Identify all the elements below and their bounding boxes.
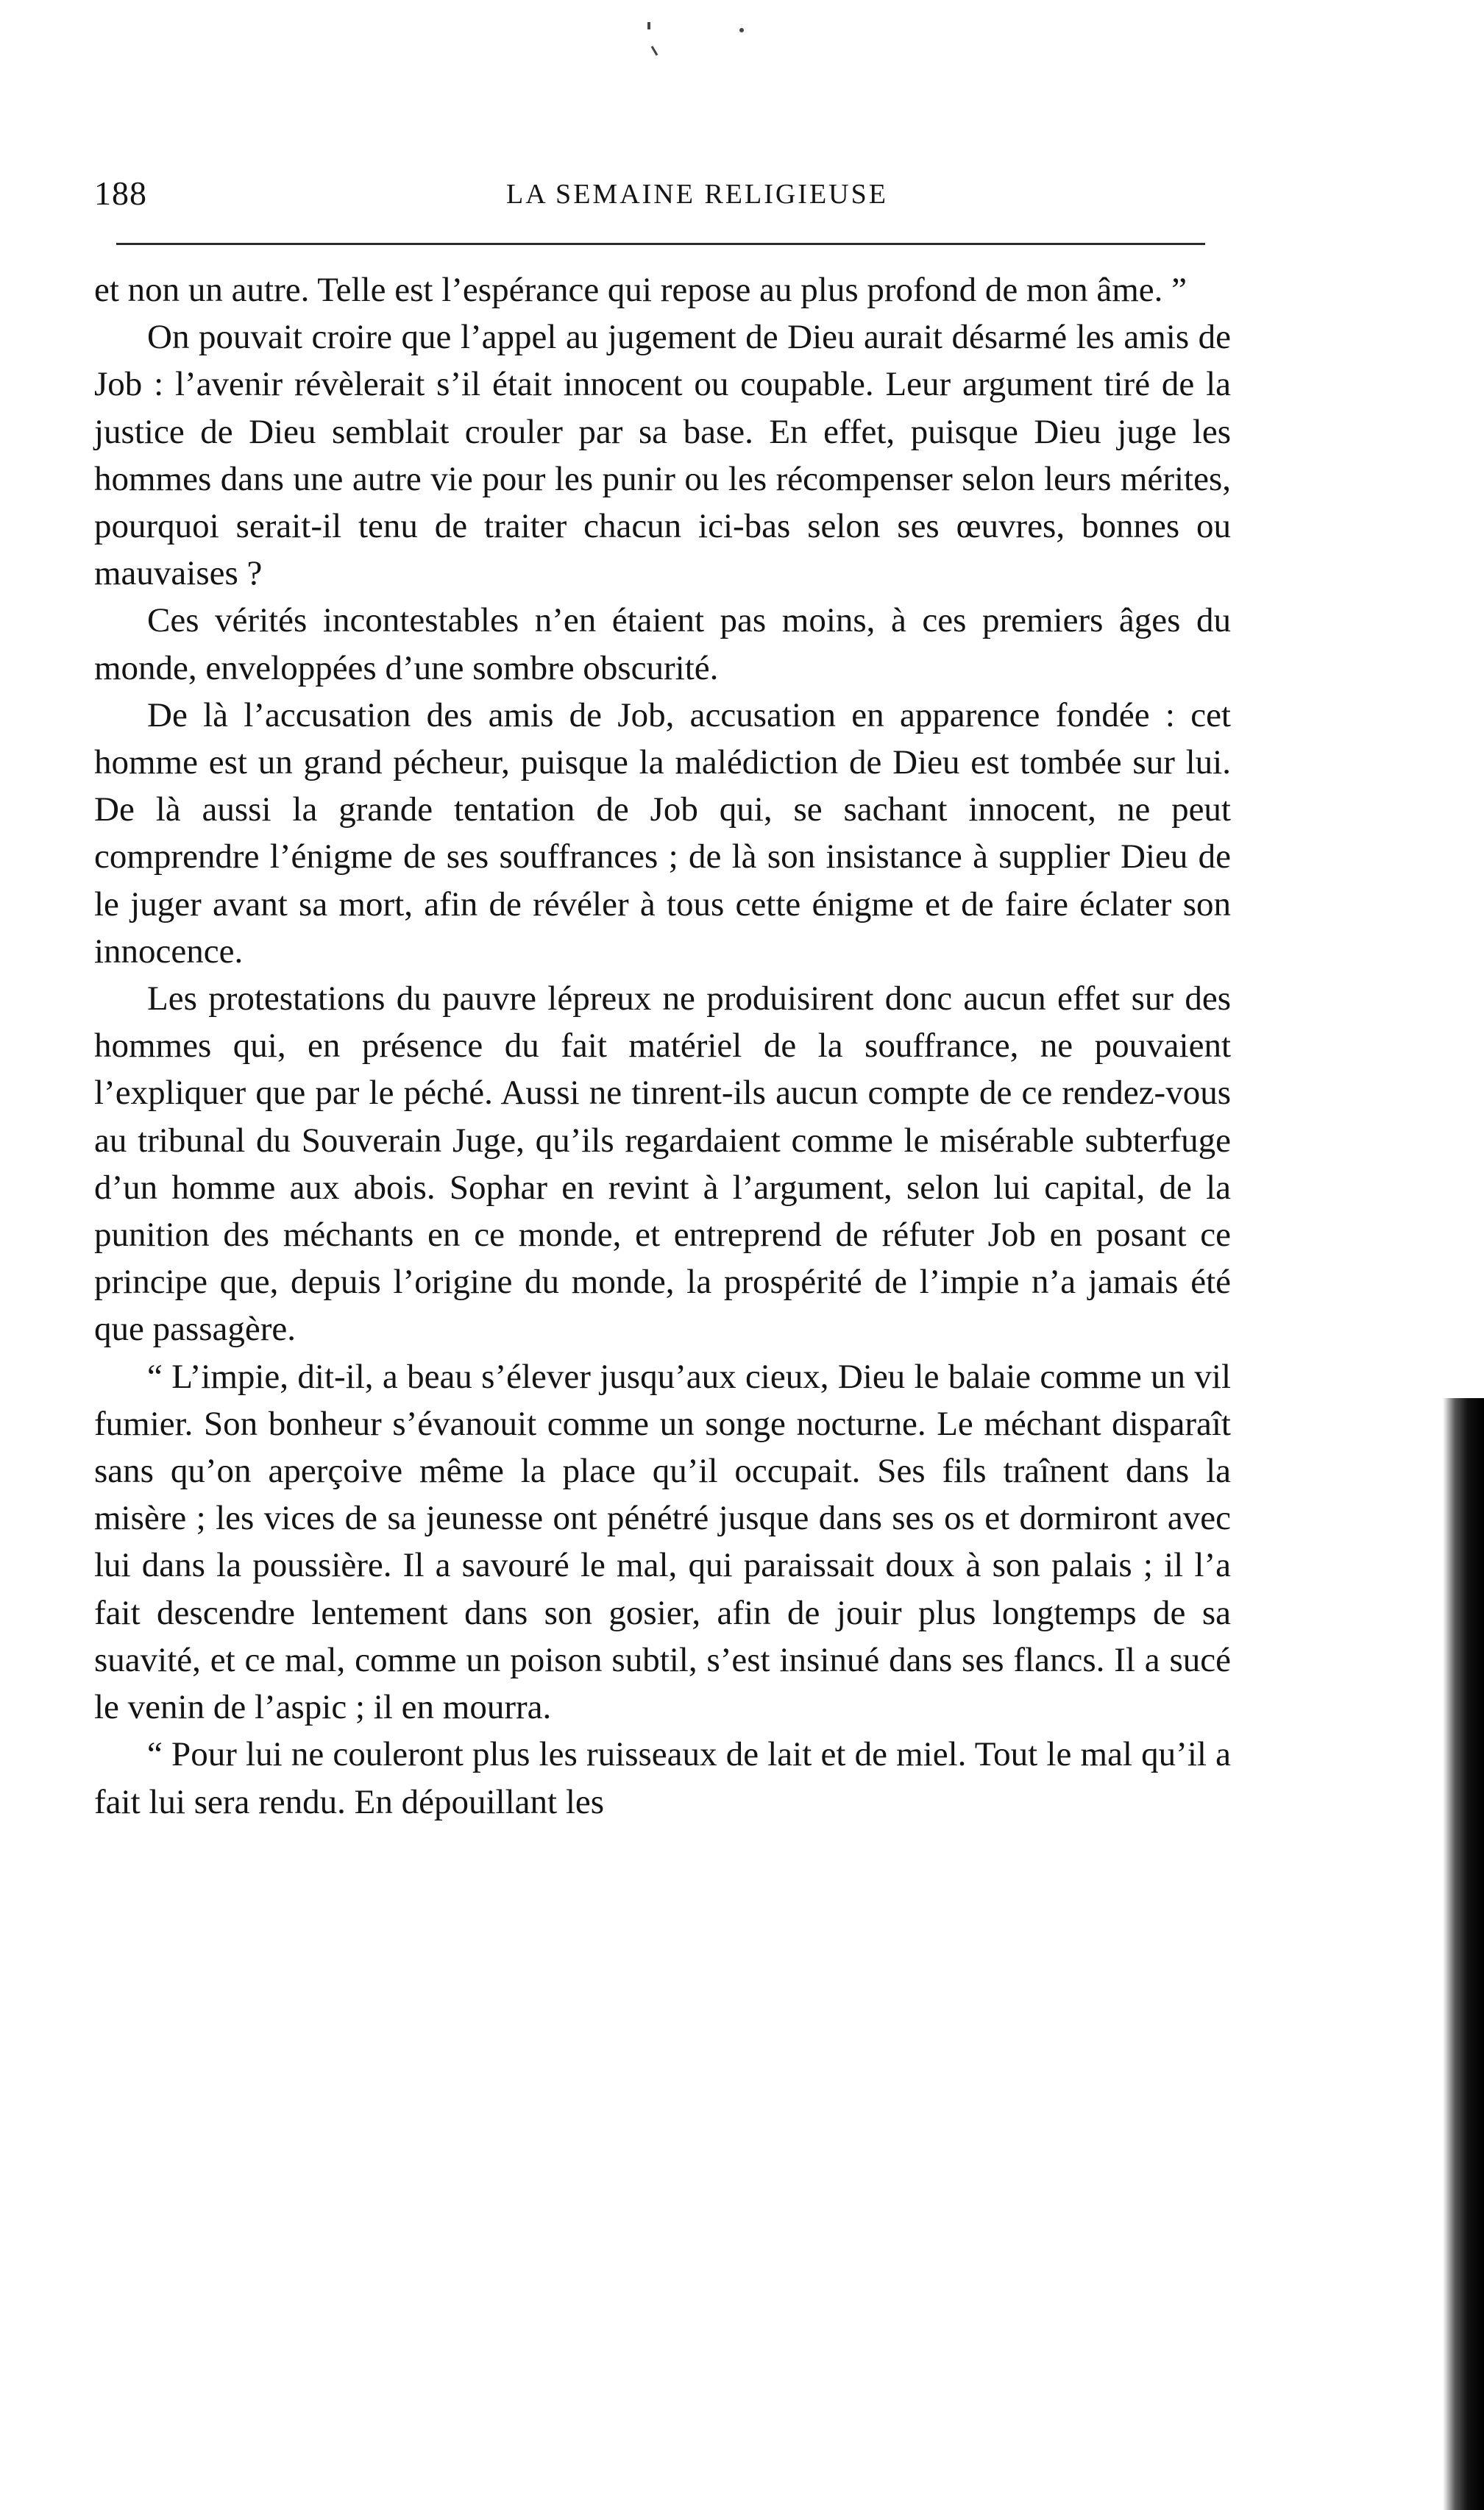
paragraph-continuation: et non un autre. Telle est l’espérance qui repose au plus profond de mon âme. ” [94,271,1187,309]
page-number: 188 [94,174,147,212]
scan-speck [651,46,658,56]
scan-speck [647,22,650,29]
binding-shadow [1443,1398,1484,2510]
header-rule [116,243,1205,245]
paragraph: Les protestations du pauvre lépreux ne produisirent donc aucun effet sur des hommes qui, en présence du fait matériel de la souffrance, ne pouvaient l’expliquer que par le péché. Aussi ne tinrent-ils aucun compte de ce rendez-vous au tribunal du Souverain Juge, qu’ils regardaient comme le misérable subterfuge d’un homme aux abois. Sophar en revint à l’argument, selon lui capital, de la punition des méchants en ce monde, et entreprend de réfuter Job en posant ce principe que, depuis l’origine du monde, la prospérité de l’impie n’a jamais été que passagère. [94,979,1231,1349]
paragraph: Ces vérités incontestables n’en étaient pas moins, à ces premiers âges du monde, enveloppées d’une sombre obscurité. [94,601,1231,687]
paragraph-quotation: “ Pour lui ne couleront plus les ruisseaux de lait et de miel. Tout le mal qu’il a fait lui sera rendu. En dépouillant les [94,1735,1231,1821]
body-text [94,266,1231,1826]
page-header [94,174,1227,225]
scan-speck [739,28,744,32]
paragraph: De là l’accusation des amis de Job, accusation en apparence fondée : cet homme est un grand pécheur, puisque la malédiction de Dieu est tombée sur lui. De là aussi la grande tentation de Job qui, se sachant innocent, ne peut comprendre l’énigme de ses souffrances ; de là son insistance à supplier Dieu de le juger avant sa mort, afin de révéler à tous cette énigme et de faire éclater son innocence. [94,695,1231,971]
running-title: LA SEMAINE RELIGIEUSE [506,179,888,210]
paragraph-quotation: “ L’impie, dit-il, a beau s’élever jusqu’aux cieux, Dieu le balaie comme un vil fumier. Son bonheur s’évanouit comme un songe nocturne. Le méchant disparaît sans qu’on aperçoive même la place qu’il occupait. Ses fils traînent dans la misère ; les vices de sa jeunesse ont pénétré jusque dans ses os et dormiront avec lui dans la poussière. Il a savouré le mal, qui paraissait doux à son palais ; il l’a fait descendre lentement dans son gosier, afin de jouir plus longtemps de sa suavité, et ce mal, comme un poison subtil, s’est insinué dans ses flancs. Il a sucé le venin de l’aspic ; il en mourra. [94,1357,1231,1727]
paragraph: On pouvait croire que l’appel au jugement de Dieu aurait désarmé les amis de Job : l’avenir révèlerait s’il était innocent ou coupable. Leur argument tiré de la justice de Dieu semblait crouler par sa base. En effet, puisque Dieu juge les hommes dans une autre vie pour les punir ou les récompenser selon leurs mérites, pourquoi serait-il tenu de traiter chacun ici-bas selon ses œuvres, bonnes ou mauvaises ? [94,318,1231,593]
